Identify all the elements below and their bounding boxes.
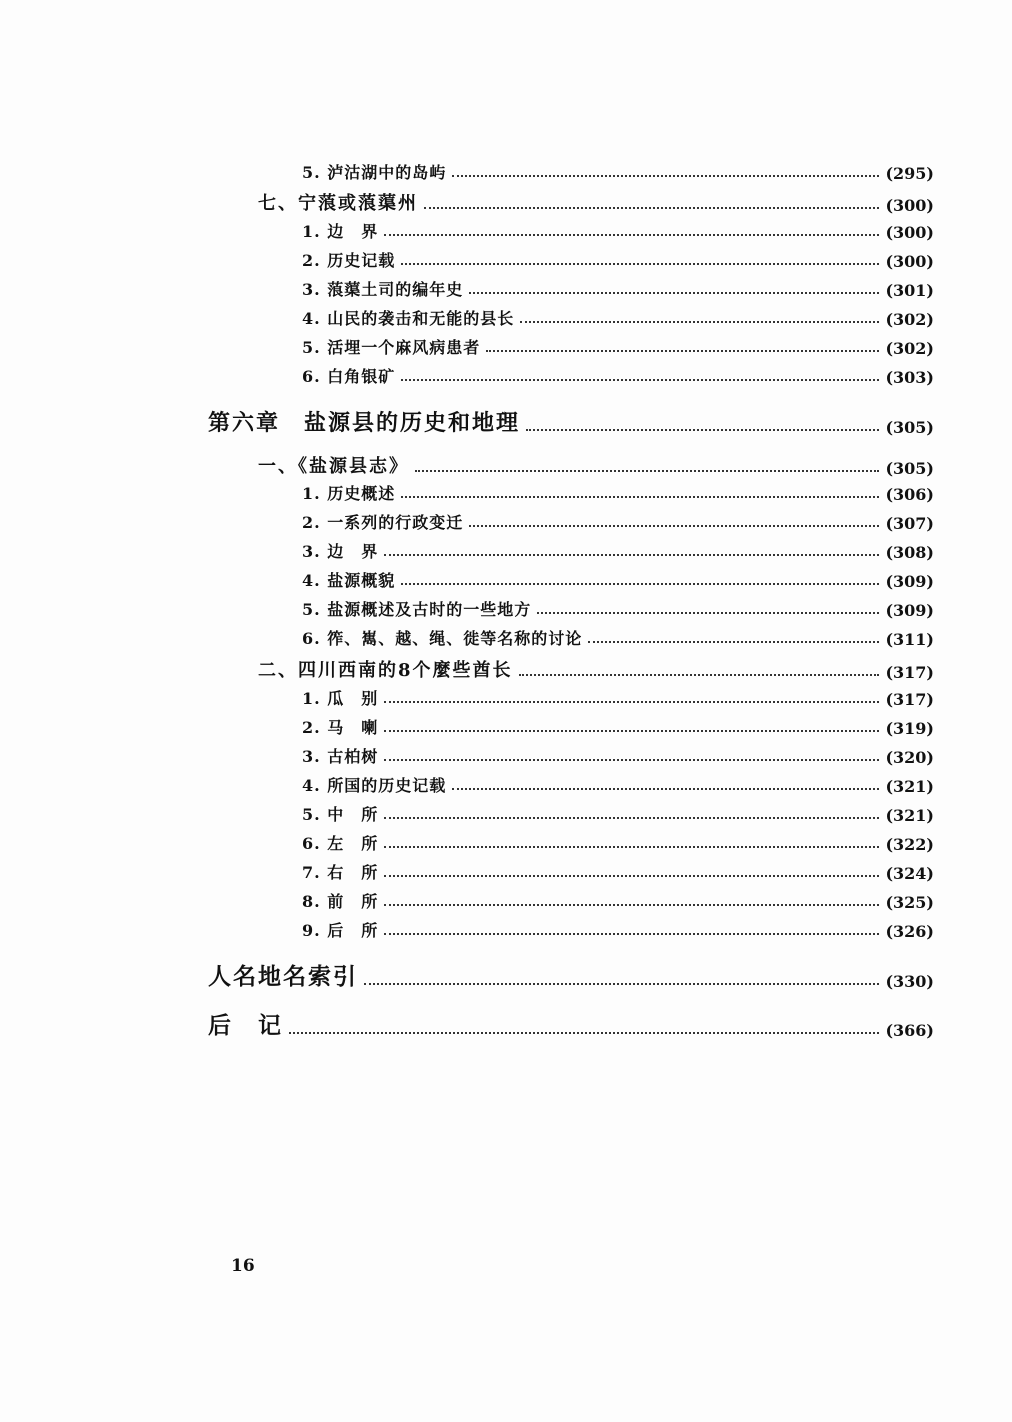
toc-entry-page: (309) [885, 601, 934, 620]
toc-entry-title: 第六章 盐源县的历史和地理 [208, 410, 521, 436]
toc-entry-sub [302, 277, 934, 300]
toc-entry-title: 1. 历史概述 [302, 484, 396, 503]
toc-entry-page: (321) [885, 777, 934, 796]
dot-leader [415, 469, 879, 472]
toc-entry-sub [302, 860, 934, 883]
toc-entry-page: (319) [885, 719, 934, 738]
toc-entry-page: (320) [885, 748, 934, 767]
toc-entry-page: (306) [885, 485, 934, 504]
toc-entry-chapter [208, 406, 934, 437]
dot-leader [401, 262, 879, 265]
toc-entry-sub [302, 744, 934, 767]
toc-entry-title: 二、四川西南的8个麼些酋长 [258, 660, 513, 681]
toc-entry-title: 5. 中 所 [302, 805, 379, 824]
toc-entry-title: 8. 前 所 [302, 892, 379, 911]
toc-entry-page: (317) [885, 690, 934, 709]
toc-entry-page: (322) [885, 835, 934, 854]
toc-entry-section [258, 189, 934, 215]
toc-entry-title: 人名地名索引 [208, 963, 358, 990]
toc-entry-sub [302, 686, 934, 709]
dot-leader [401, 582, 879, 585]
dot-leader [384, 816, 879, 819]
toc-entry-page: (302) [885, 310, 934, 329]
toc-entry-sub [302, 219, 934, 242]
dot-leader [384, 553, 879, 556]
toc-entry-title: 3. 蒗蕖土司的编年史 [302, 280, 464, 299]
dot-leader [384, 758, 879, 761]
toc-entry-sub [302, 773, 934, 796]
toc-entry-title: 5. 泸沽湖中的岛屿 [302, 163, 447, 182]
toc-entry-page: (309) [885, 572, 934, 591]
dot-leader [401, 495, 879, 498]
toc-entry-page: (300) [885, 223, 934, 242]
toc-entry-title: 2. 马 喇 [302, 718, 379, 737]
toc-entry-title: 6. 白角银矿 [302, 367, 396, 386]
toc-entry-sub [302, 626, 934, 649]
toc-entry-title: 7. 右 所 [302, 863, 379, 882]
dot-leader [364, 982, 879, 985]
dot-leader [452, 174, 879, 177]
toc-entry-sub [302, 568, 934, 591]
toc-entry-page: (326) [885, 922, 934, 941]
toc-entry-title: 后 记 [208, 1012, 283, 1039]
toc-entry-page: (305) [885, 459, 934, 478]
toc-entry-sub [302, 364, 934, 387]
toc-entry-page: (308) [885, 543, 934, 562]
page-number: 16 [231, 1256, 255, 1276]
dot-leader [384, 903, 879, 906]
toc-entry-title: 2. 历史记载 [302, 251, 396, 270]
toc-entry-title: 5. 活埋一个麻风病患者 [302, 338, 481, 357]
toc-entry-title: 4. 山民的袭击和无能的县长 [302, 309, 515, 328]
toc-entry-title: 5. 盐源概述及古时的一些地方 [302, 600, 532, 619]
toc-entry-title: 4. 盐源概貌 [302, 571, 396, 590]
dot-leader [384, 700, 879, 703]
dot-leader [526, 428, 879, 431]
toc-entry-page: (321) [885, 806, 934, 825]
toc-entry-sub [302, 831, 934, 854]
toc-entry-page: (300) [885, 252, 934, 271]
dot-leader [520, 320, 879, 323]
toc-entry-title: 3. 古柏树 [302, 747, 379, 766]
toc-entry-back [208, 958, 934, 991]
toc-entry-sub [302, 918, 934, 941]
toc-entry-page: (303) [885, 368, 934, 387]
toc-entry-title: 4. 所国的历史记载 [302, 776, 447, 795]
toc-entry-title: 6. 左 所 [302, 834, 379, 853]
toc-entry-page: (324) [885, 864, 934, 883]
dot-leader [469, 524, 879, 527]
toc-entry-page: (330) [885, 972, 934, 991]
toc-entry-sub [302, 306, 934, 329]
toc-entry-sub [302, 335, 934, 358]
toc-entry-section [258, 656, 934, 682]
toc-entry-title: 6. 筰、嶲、越、绳、徙等名称的讨论 [302, 629, 583, 648]
toc-entry-sub [302, 481, 934, 504]
toc-entry-page: (295) [885, 164, 934, 183]
dot-leader [588, 640, 879, 643]
dot-leader [384, 932, 879, 935]
toc-entry-title: 2. 一系列的行政变迁 [302, 513, 464, 532]
toc-entry-page: (325) [885, 893, 934, 912]
dot-leader [384, 233, 879, 236]
toc-entry-back [208, 1007, 934, 1040]
dot-leader [537, 611, 879, 614]
toc-entry-sub [302, 802, 934, 825]
dot-leader [519, 673, 880, 676]
dot-leader [384, 874, 879, 877]
toc-entry-page: (302) [885, 339, 934, 358]
toc-entry-page: (307) [885, 514, 934, 533]
toc-entry-page: (366) [885, 1021, 934, 1040]
toc-entry-sub [302, 889, 934, 912]
toc-entry-sub [302, 248, 934, 271]
dot-leader [469, 291, 879, 294]
dot-leader [384, 729, 879, 732]
toc-entry-page: (301) [885, 281, 934, 300]
toc-entry-section [258, 452, 934, 478]
toc-entry-title: 1. 边 界 [302, 222, 379, 241]
toc-entry-page: (305) [885, 418, 934, 437]
toc-entry-page: (317) [885, 663, 934, 682]
dot-leader [486, 349, 879, 352]
dot-leader [424, 206, 879, 209]
toc-entry-sub [302, 510, 934, 533]
toc-entry-title: 一、《盐源县志》 [258, 456, 409, 477]
toc-entry-sub [302, 597, 934, 620]
dot-leader [401, 378, 879, 381]
toc-entry-page: (311) [885, 630, 934, 649]
toc-entry-page: (300) [885, 196, 934, 215]
toc-entry-title: 七、宁蒗或蒗蕖州 [258, 193, 418, 214]
toc-entry-title: 9. 后 所 [302, 921, 379, 940]
dot-leader [289, 1031, 879, 1034]
toc-entry-sub [302, 160, 934, 183]
toc-entry-sub [302, 539, 934, 562]
toc-entry-sub [302, 715, 934, 738]
dot-leader [384, 845, 879, 848]
toc-entry-title: 3. 边 界 [302, 542, 379, 561]
toc-entry-title: 1. 瓜 别 [302, 689, 379, 708]
dot-leader [452, 787, 879, 790]
